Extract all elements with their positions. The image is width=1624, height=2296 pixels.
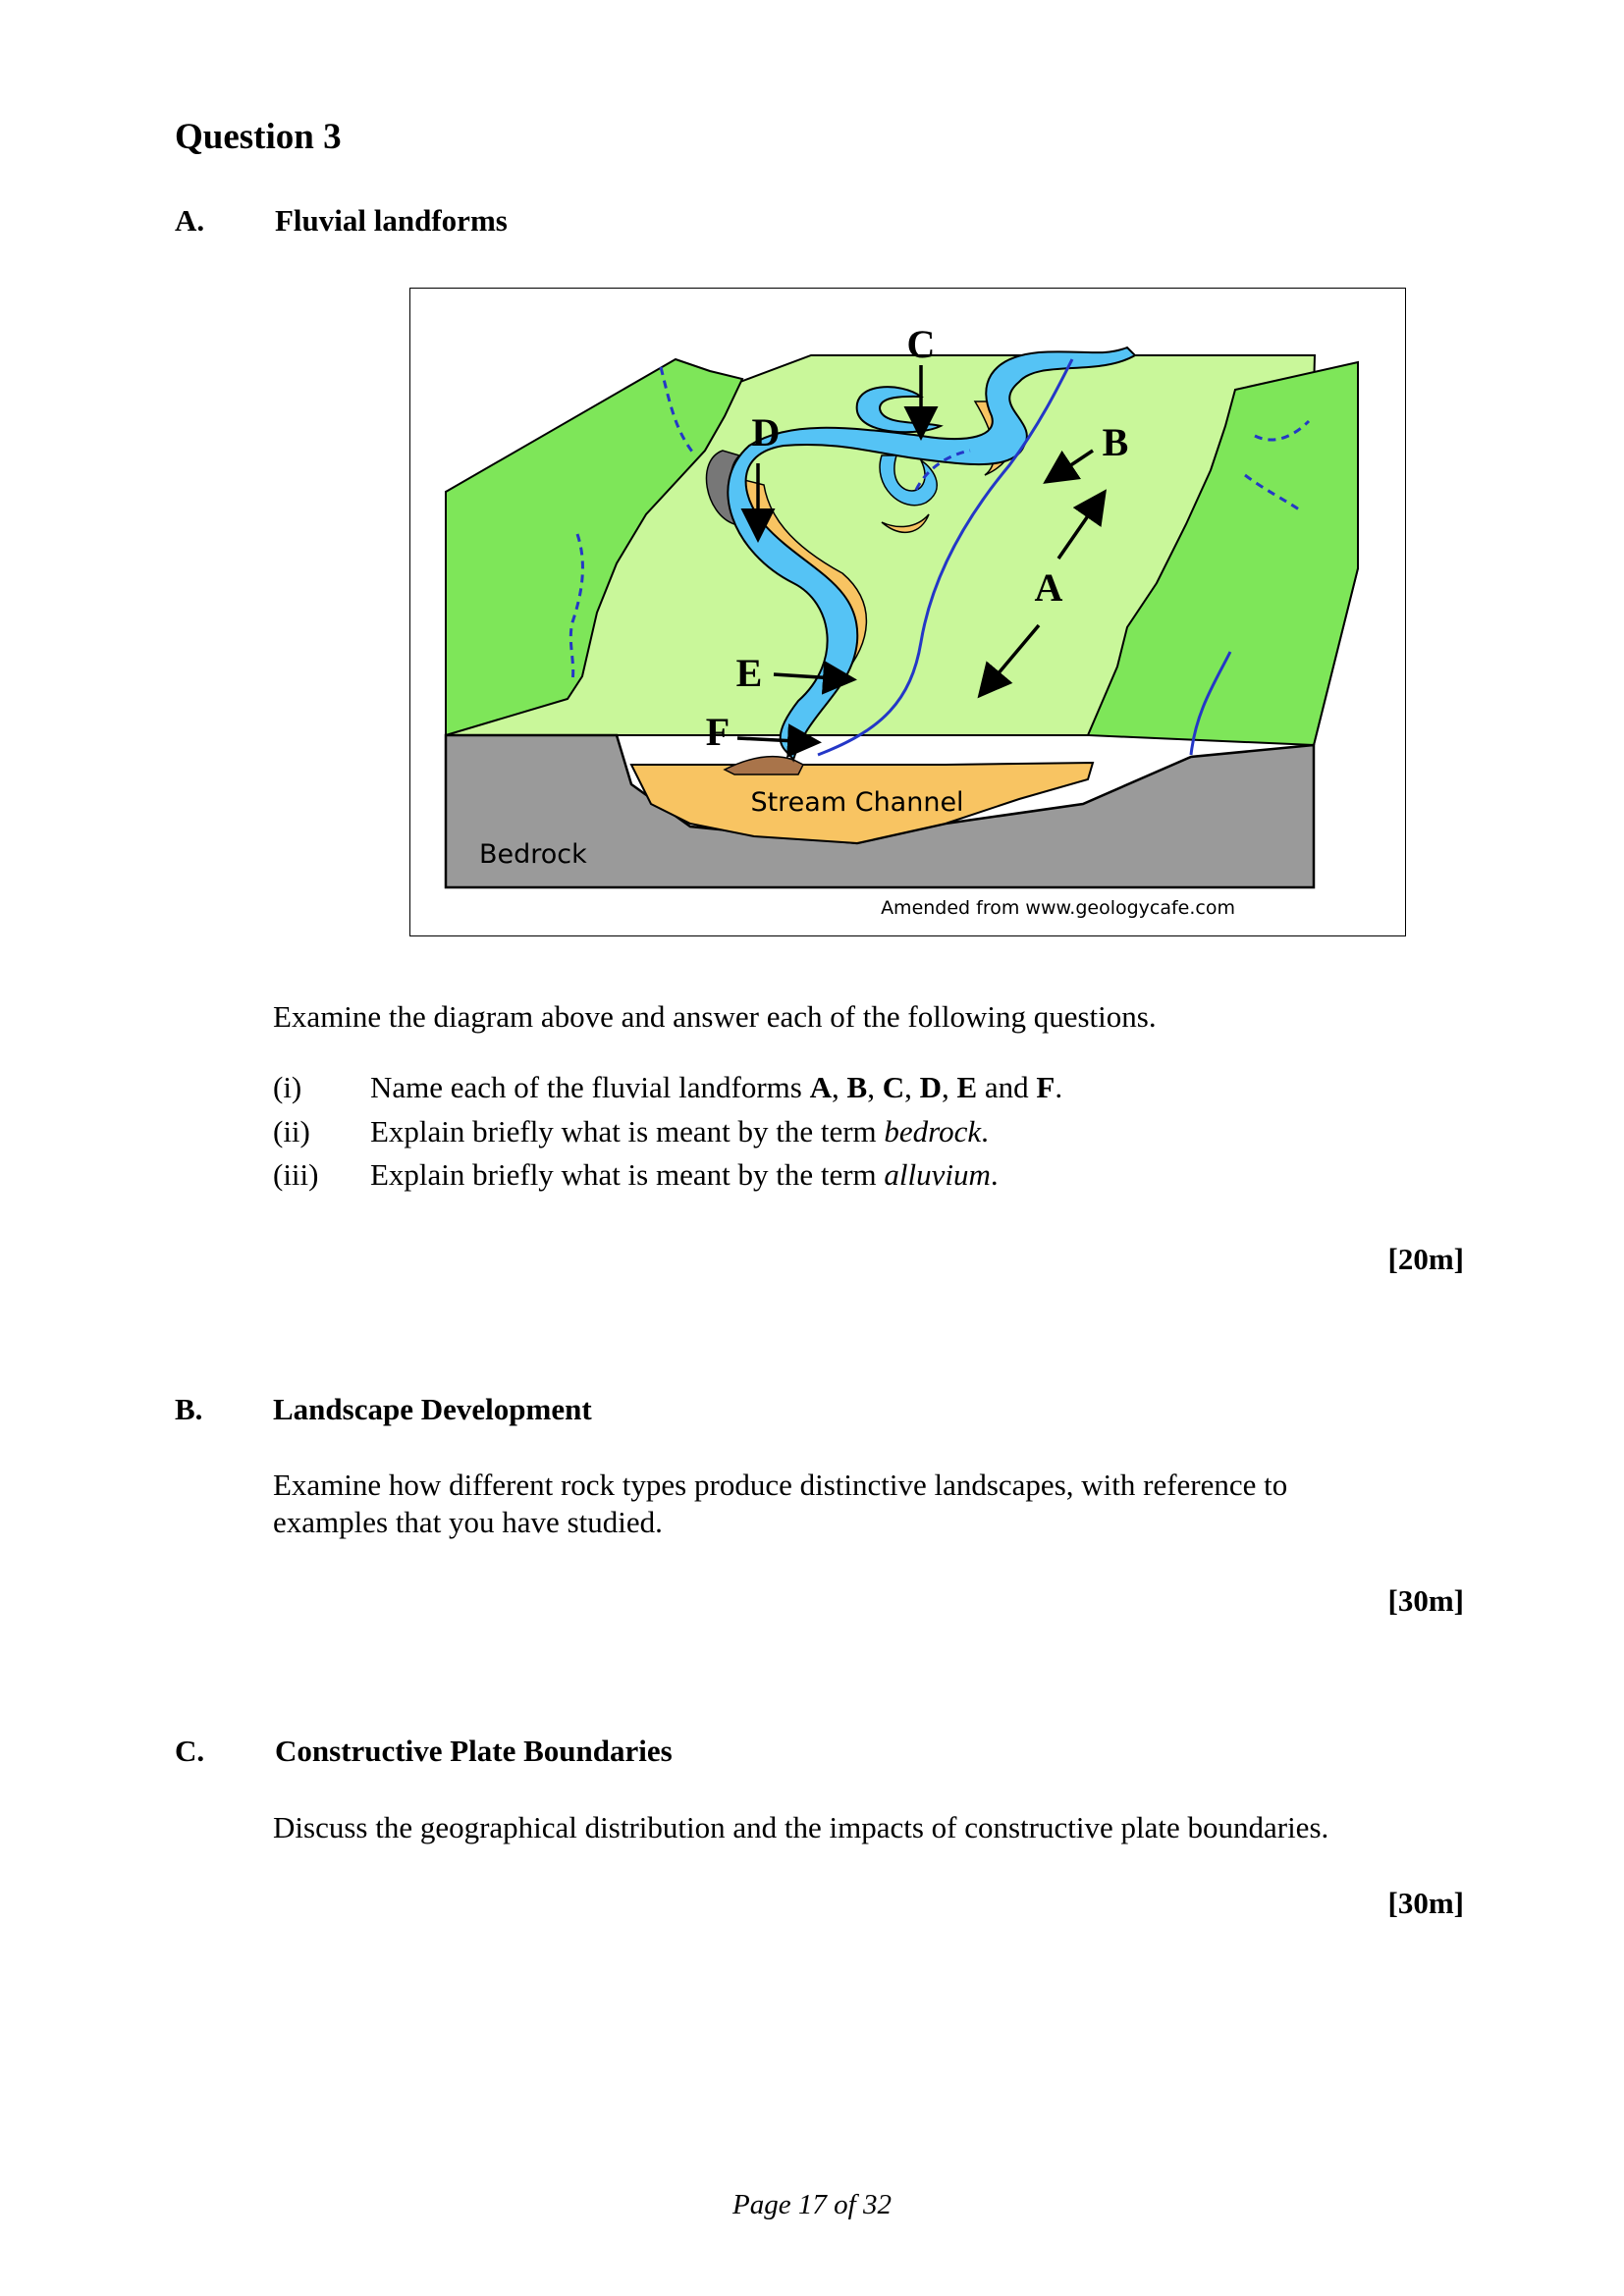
label-f: F [705,710,731,754]
section-a-intro: Examine the diagram above and answer each of the following questions. [273,999,1157,1034]
label-b: B [1102,420,1129,464]
label-c: C [906,322,936,366]
section-c-title: Constructive Plate Boundaries [275,1734,673,1768]
label-e: E [735,651,763,695]
page-number: Page 17 of 32 [732,2189,892,2220]
question-iii-number: (iii) [273,1157,319,1192]
bedrock-label: Bedrock [479,839,587,870]
section-b-text: Examine how different rock types produce distinctive landscapes, with reference to examples that you have studied. [273,1468,1288,1539]
block-diagram [410,289,1407,937]
question-iii-text: Explain briefly what is meant by the term alluvium. [370,1157,999,1192]
section-c-text: Discuss the geographical distribution and the impacts of constructive plate boundaries. [273,1810,1329,1844]
section-b-title: Landscape Development [273,1392,592,1426]
figure-credit: Amended from www.geologycafe.com [881,897,1235,919]
question-i-text: Name each of the fluvial landforms A, B, C, D, E and F. [370,1070,1063,1104]
section-c-letter: C. [175,1734,205,1768]
section-b-marks: [30m] [1387,1583,1464,1618]
question-ii-number: (ii) [273,1114,310,1148]
section-a-title: Fluvial landforms [275,203,508,238]
stream-channel-label: Stream Channel [750,787,964,818]
label-d: D [751,410,781,454]
fluvial-landforms-figure [409,288,1406,936]
question-title: Question 3 [175,117,342,157]
label-a: A [1034,565,1063,610]
section-c-marks: [30m] [1387,1886,1464,1920]
question-i-number: (i) [273,1070,302,1104]
question-ii-text: Explain briefly what is meant by the term bedrock. [370,1114,989,1148]
section-a-marks: [20m] [1387,1242,1464,1276]
section-a-letter: A. [175,203,205,238]
section-b-letter: B. [175,1392,203,1426]
arrow-f [737,738,815,742]
levee-mound [725,757,803,774]
